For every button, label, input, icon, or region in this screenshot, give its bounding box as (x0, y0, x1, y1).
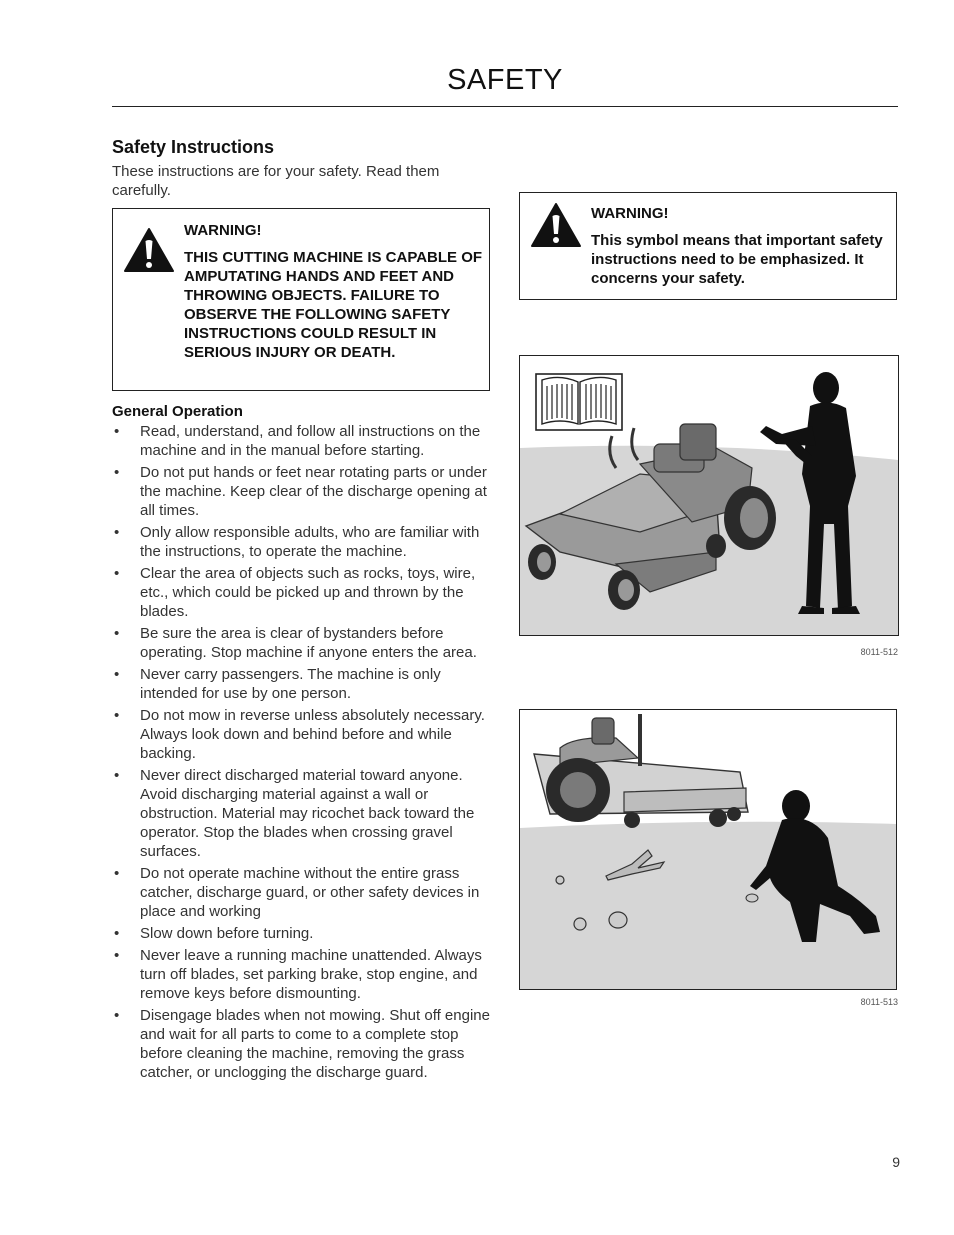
list-item: • Do not operate machine without the entire grass catcher, discharge guard, or other safety devices in place and working (112, 864, 494, 921)
figure-read-manual (519, 355, 899, 636)
list-item: • Only allow responsible adults, who are familiar with the instructions, to operate the machine. (112, 523, 494, 561)
warning-box-main (112, 208, 490, 391)
list-item: • Never carry passengers. The machine is only intended for use by one person. (112, 665, 494, 703)
list-item: • Disengage blades when not mowing. Shut off engine and wait for all parts to come to a complete stop before cleaning the machine, removing the grass catcher, or unclogging the discharge guard. (112, 1006, 494, 1082)
page-number: 9 (892, 1154, 900, 1170)
warning-symbol-body: This symbol means that important safety instructions need to be emphasized. It concerns your safety. (591, 232, 883, 287)
left-column (112, 137, 494, 1085)
general-operation-list (112, 422, 494, 1082)
warning-box-symbol (519, 192, 897, 300)
warning-main-body: THIS CUTTING MACHINE IS CAPABLE OF AMPUTATING HANDS AND FEET AND THROWING OBJECTS. FAILURE TO OBSERVE THE FOLLOWING SAFETY INSTRUCTIONS COULD RESULT IN SERIOUS INJURY OR DEATH. (184, 249, 483, 361)
list-item: • Do not put hands or feet near rotating parts or under the machine. Keep clear of the discharge opening at all times. (112, 463, 494, 520)
mower-manual-illustration (520, 356, 898, 635)
intro-text: These instructions are for your safety. Read them carefully. (112, 163, 440, 199)
figure-code: 8011-513 (860, 997, 898, 1007)
list-item: • Be sure the area is clear of bystanders before operating. Stop machine if anyone enters the area. (112, 624, 494, 662)
figure-code: 8011-512 (860, 647, 898, 657)
figure-clear-debris (519, 709, 897, 990)
list-item: • Clear the area of objects such as rocks, toys, wire, etc., which could be picked up and thrown by the blades. (112, 564, 494, 621)
clear-debris-illustration (520, 710, 896, 989)
page-title: SAFETY (447, 64, 563, 96)
section-heading: Safety Instructions (112, 137, 275, 157)
general-operation-heading: General Operation (112, 403, 243, 420)
list-item: • Never direct discharged material toward anyone. Avoid discharging material against a wall or obstruction. Material may ricochet back toward the operator. Stop the blades when crossing gravel surfaces. (112, 766, 494, 861)
list-item: • Do not mow in reverse unless absolutely necessary. Always look down and behind before and while backing. (112, 706, 494, 763)
warning-triangle-icon (530, 202, 582, 248)
warning-main-title: WARNING! (184, 222, 262, 239)
warning-symbol-title: WARNING! (591, 205, 669, 222)
warning-triangle-icon (123, 227, 175, 273)
list-item: • Never leave a running machine unattended. Always turn off blades, set parking brake, stop engine, and remove keys before dismounting. (112, 946, 494, 1003)
manual-book-icon (536, 374, 622, 430)
list-item: • Read, understand, and follow all instructions on the machine and in the manual before starting. (112, 422, 494, 460)
list-item: • Slow down before turning. (112, 924, 494, 943)
title-divider (112, 106, 898, 107)
